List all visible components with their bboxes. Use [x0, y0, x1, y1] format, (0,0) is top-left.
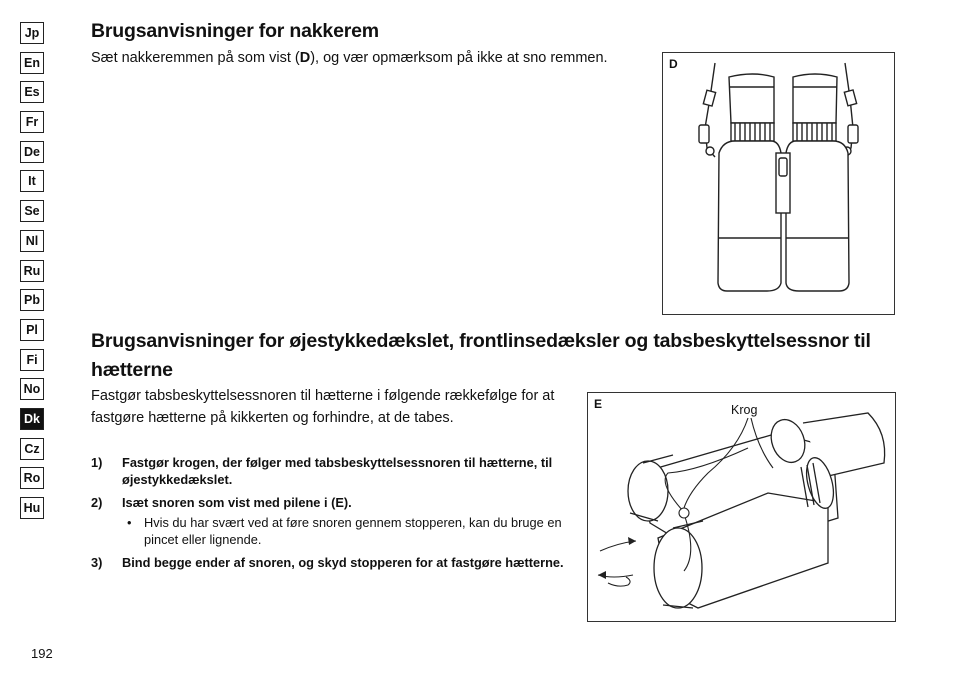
figure-reference: D [299, 50, 311, 66]
section-body-neck-strap: Sæt nakkeremmen på som vist (D), og vær opmærksom på ikke at sno remmen. [91, 50, 608, 66]
language-tab-ro[interactable]: Ro [20, 467, 44, 489]
binoculars-with-caps-drawing [588, 393, 895, 621]
step-text: Bind begge ender af snoren, og skyd stopperen for at fastgøre hætterne. [122, 555, 564, 571]
language-tab-fi[interactable]: Fi [20, 349, 44, 371]
language-tab-fr[interactable]: Fr [20, 111, 44, 133]
figure-label: E [594, 397, 603, 411]
step-number: 2) [91, 495, 103, 511]
language-tab-de[interactable]: De [20, 141, 44, 163]
language-tab-hu[interactable]: Hu [20, 497, 44, 519]
step-text: Isæt snoren som vist med pilene i (E). [122, 495, 352, 511]
figure-label: D [669, 57, 678, 71]
language-tab-it[interactable]: It [20, 170, 44, 192]
step-number: 3) [91, 555, 103, 571]
step-text: Fastgør krogen, der følger med tabsbeskyttelsessnoren til hætterne, til øjestykkedækslet. [122, 455, 553, 488]
section-title-caps: Brugsanvisninger for øjestykkedækslet, frontlinsedæksler og tabsbeskyttelsessnor til hætterne [91, 330, 871, 381]
figure-e-cap-strap-illustration [587, 392, 896, 622]
language-tab-jp[interactable]: Jp [20, 22, 44, 44]
language-tab-es[interactable]: Es [20, 81, 44, 103]
instruction-steps [91, 454, 581, 577]
step-item [91, 554, 581, 571]
step-note [127, 514, 581, 548]
note-text: Hvis du har svært ved at føre snoren gennem stopperen, kan du bruge en pincet eller lignende. [144, 514, 562, 547]
language-tab-pb[interactable]: Pb [20, 289, 44, 311]
language-tab-dk[interactable]: Dk [20, 408, 44, 430]
language-tab-no[interactable]: No [20, 378, 44, 400]
language-tab-nl[interactable]: Nl [20, 230, 44, 252]
language-tab-se[interactable]: Se [20, 200, 44, 222]
language-tab-list [20, 22, 44, 527]
step-item [91, 454, 581, 488]
bullet-symbol: • [127, 514, 132, 530]
language-tab-ru[interactable]: Ru [20, 260, 44, 282]
step-item [91, 494, 581, 511]
figure-reference: E [335, 495, 344, 511]
language-tab-en[interactable]: En [20, 52, 44, 74]
section-title-neck-strap: Brugsanvisninger for nakkerem [91, 20, 379, 42]
page-number: 192 [31, 646, 53, 661]
binoculars-with-strap-drawing [663, 53, 894, 314]
figure-d-neck-strap-illustration [662, 52, 895, 315]
language-tab-cz[interactable]: Cz [20, 438, 44, 460]
step-number: 1) [91, 455, 103, 470]
section-intro-caps: Fastgør tabsbeskyttelsessnoren til hætterne i følgende rækkefølge for at fastgøre hætterne på kikkerten og forhindre, at de tabes. [91, 388, 555, 426]
callout-hook: Krog [731, 403, 758, 417]
language-tab-pl[interactable]: Pl [20, 319, 44, 341]
